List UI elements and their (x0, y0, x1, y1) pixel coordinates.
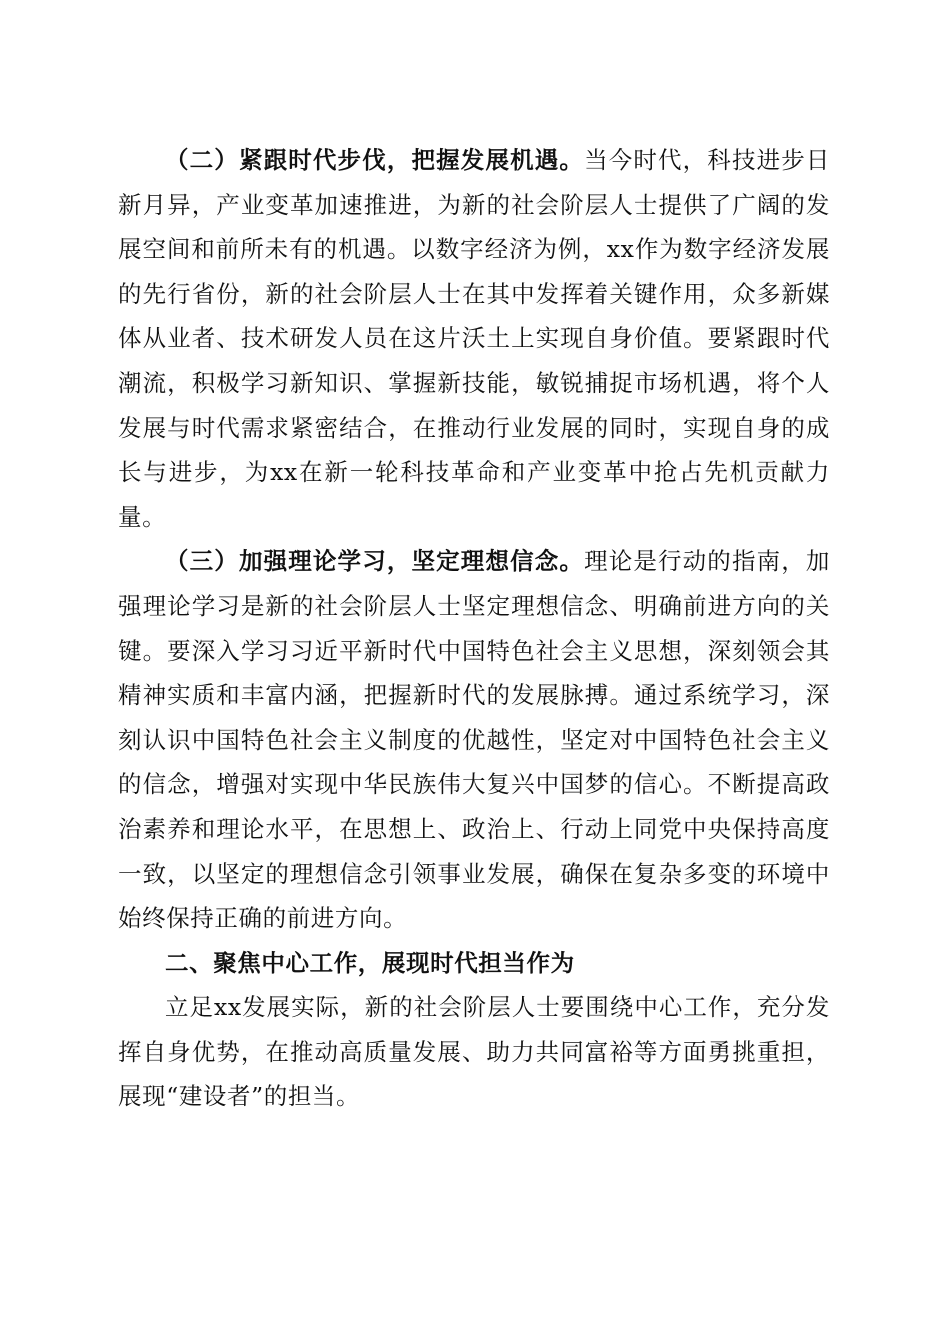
paragraph-section-2 (118, 138, 830, 539)
section-3-body: 理论是行动的指南，加强理论学习是新的社会阶层人士坚定理想信念、明确前进方向的关键。要深入学习习近平新时代中国特色社会主义思想，深刻领会其精神实质和丰富内涵，把握新时代的发展脉搏。通过系统学习，深刻认识中国特色社会主义制度的优越性，坚定对中国特色社会主义的信念，增强对实现中华民族伟大复兴中国梦的信心。不断提高政治素养和理论水平，在思想上、政治上、行动上同党中央保持高度一致，以坚定的理想信念引领事业发展，确保在复杂多变的环境中始终保持正确的前进方向。 (118, 547, 831, 933)
section-2-lead: （二）紧跟时代步伐，把握发展机遇。 (165, 146, 585, 174)
document-body (118, 138, 830, 1119)
paragraph-section-3 (118, 539, 830, 940)
section-3-lead: （三）加强理论学习，坚定理想信念。 (165, 547, 585, 576)
section-2-body: 当今时代，科技进步日新月异，产业变革加速推进，为新的社会阶层人士提供了广阔的发展空间和前所未有的机遇。以数字经济为例，xx作为数字经济发展的先行省份，新的社会阶层人士在其中发挥着关键作用，众多新媒体从业者、技术研发人员在这片沃土上实现自身价值。要紧跟时代潮流，积极学习新知识、掌握新技能，敏锐捕捉市场机遇，将个人发展与时代需求紧密结合，在推动行业发展的同时，实现自身的成长与进步，为xx在新一轮科技革命和产业变革中抢占先机贡献力量。 (118, 146, 831, 531)
paragraph-intro: 立足xx发展实际，新的社会阶层人士要围绕中心工作，充分发挥自身优势，在推动高质量发展、助力共同富裕等方面勇挑重担，展现“建设者”的担当。 (118, 993, 830, 1111)
chapter-heading: 二、聚焦中心工作，展现时代担当作为 (165, 948, 575, 977)
